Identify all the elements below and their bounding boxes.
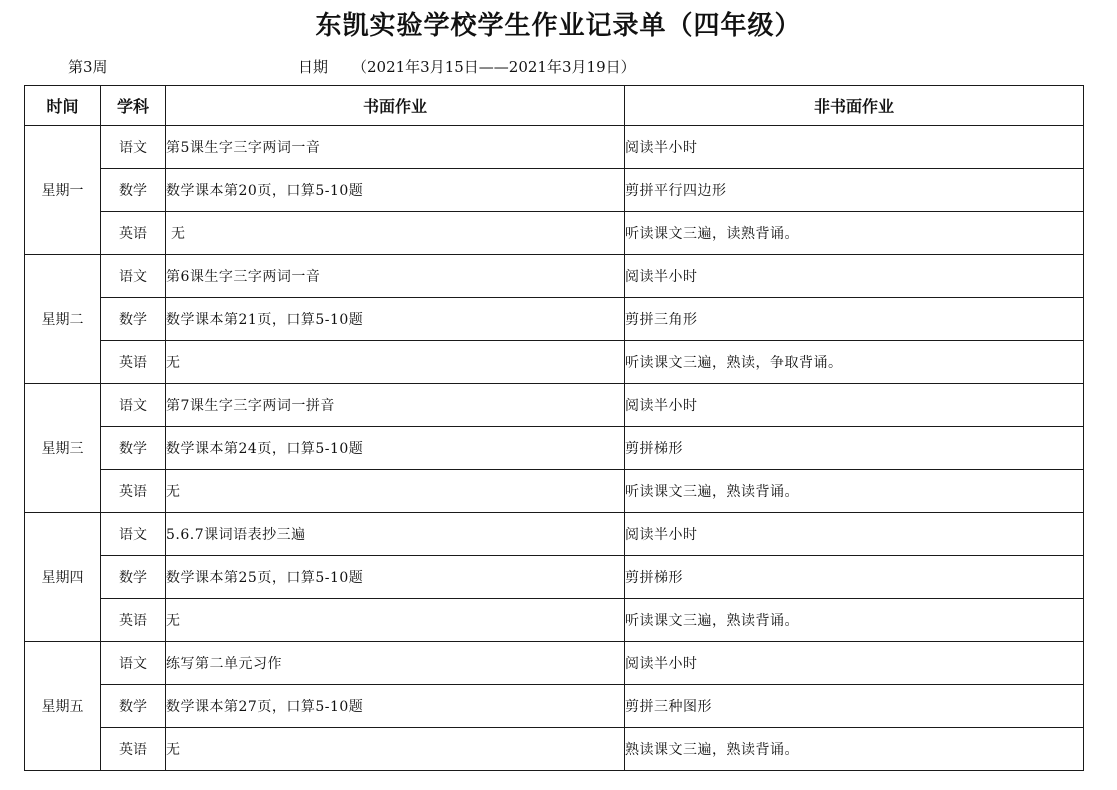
table-row <box>25 513 1084 556</box>
nonwritten-homework-cell: 剪拼三种图形 <box>625 685 1084 728</box>
subject-cell: 数学 <box>101 685 166 728</box>
subject-cell: 数学 <box>101 427 166 470</box>
nonwritten-homework-cell: 阅读半小时 <box>625 513 1084 556</box>
table-row <box>25 728 1084 771</box>
written-homework-cell: 无 <box>166 470 625 513</box>
header-nonwritten: 非书面作业 <box>625 86 1084 126</box>
subject-cell: 英语 <box>101 470 166 513</box>
date-label: 日期 <box>298 58 329 76</box>
table-row <box>25 169 1084 212</box>
day-cell: 星期一 <box>25 126 101 255</box>
table-row <box>25 427 1084 470</box>
written-homework-cell: 数学课本第25页，口算5-10题 <box>166 556 625 599</box>
written-homework-cell: 第7课生字三字两词一拼音 <box>166 384 625 427</box>
homework-table <box>24 85 1084 771</box>
subject-cell: 语文 <box>101 642 166 685</box>
table-row <box>25 384 1084 427</box>
nonwritten-homework-cell: 阅读半小时 <box>625 126 1084 169</box>
table-row <box>25 298 1084 341</box>
subject-cell: 英语 <box>101 728 166 771</box>
day-cell: 星期五 <box>25 642 101 771</box>
table-row <box>25 642 1084 685</box>
header-written: 书面作业 <box>166 86 625 126</box>
nonwritten-homework-cell: 剪拼梯形 <box>625 556 1084 599</box>
table-row <box>25 126 1084 169</box>
subject-cell: 数学 <box>101 169 166 212</box>
subject-cell: 语文 <box>101 513 166 556</box>
written-homework-cell: 无 <box>166 341 625 384</box>
subject-cell: 数学 <box>101 298 166 341</box>
written-homework-cell: 数学课本第27页，口算5-10题 <box>166 685 625 728</box>
nonwritten-homework-cell: 剪拼梯形 <box>625 427 1084 470</box>
written-homework-cell: 无 <box>166 728 625 771</box>
table-row <box>25 470 1084 513</box>
subject-cell: 语文 <box>101 255 166 298</box>
written-homework-cell: 第6课生字三字两词一音 <box>166 255 625 298</box>
nonwritten-homework-cell: 剪拼三角形 <box>625 298 1084 341</box>
table-row <box>25 599 1084 642</box>
table-row <box>25 255 1084 298</box>
subject-cell: 数学 <box>101 556 166 599</box>
page-title: 东凯实验学校学生作业记录单（四年级） <box>315 11 802 41</box>
subject-cell: 英语 <box>101 212 166 255</box>
day-cell: 星期三 <box>25 384 101 513</box>
written-homework-cell: 练写第二单元习作 <box>166 642 625 685</box>
table-row <box>25 556 1084 599</box>
written-homework-cell: 数学课本第21页，口算5-10题 <box>166 298 625 341</box>
nonwritten-homework-cell: 听读课文三遍，熟读背诵。 <box>625 470 1084 513</box>
written-homework-cell: 数学课本第20页，口算5-10题 <box>166 169 625 212</box>
subject-cell: 英语 <box>101 341 166 384</box>
date-range: （2021年3月15日——2021年3月19日） <box>352 58 636 76</box>
nonwritten-homework-cell: 剪拼平行四边形 <box>625 169 1084 212</box>
day-cell: 星期四 <box>25 513 101 642</box>
written-homework-cell: 无 <box>166 599 625 642</box>
nonwritten-homework-cell: 听读课文三遍，熟读，争取背诵。 <box>625 341 1084 384</box>
subject-cell: 英语 <box>101 599 166 642</box>
nonwritten-homework-cell: 熟读课文三遍，熟读背诵。 <box>625 728 1084 771</box>
nonwritten-homework-cell: 听读课文三遍，读熟背诵。 <box>625 212 1084 255</box>
subject-cell: 语文 <box>101 384 166 427</box>
header-row <box>25 86 1084 126</box>
written-homework-cell: 无 <box>166 212 625 255</box>
header-time: 时间 <box>25 86 101 126</box>
nonwritten-homework-cell: 阅读半小时 <box>625 384 1084 427</box>
written-homework-cell: 第5课生字三字两词一音 <box>166 126 625 169</box>
written-homework-cell: 数学课本第24页，口算5-10题 <box>166 427 625 470</box>
table-row <box>25 341 1084 384</box>
subject-cell: 语文 <box>101 126 166 169</box>
week-label: 第3周 <box>68 58 108 76</box>
nonwritten-homework-cell: 阅读半小时 <box>625 642 1084 685</box>
day-cell: 星期二 <box>25 255 101 384</box>
table-row <box>25 212 1084 255</box>
nonwritten-homework-cell: 听读课文三遍，熟读背诵。 <box>625 599 1084 642</box>
nonwritten-homework-cell: 阅读半小时 <box>625 255 1084 298</box>
written-homework-cell: 5.6.7课词语表抄三遍 <box>166 513 625 556</box>
table-row <box>25 685 1084 728</box>
header-subject: 学科 <box>101 86 166 126</box>
